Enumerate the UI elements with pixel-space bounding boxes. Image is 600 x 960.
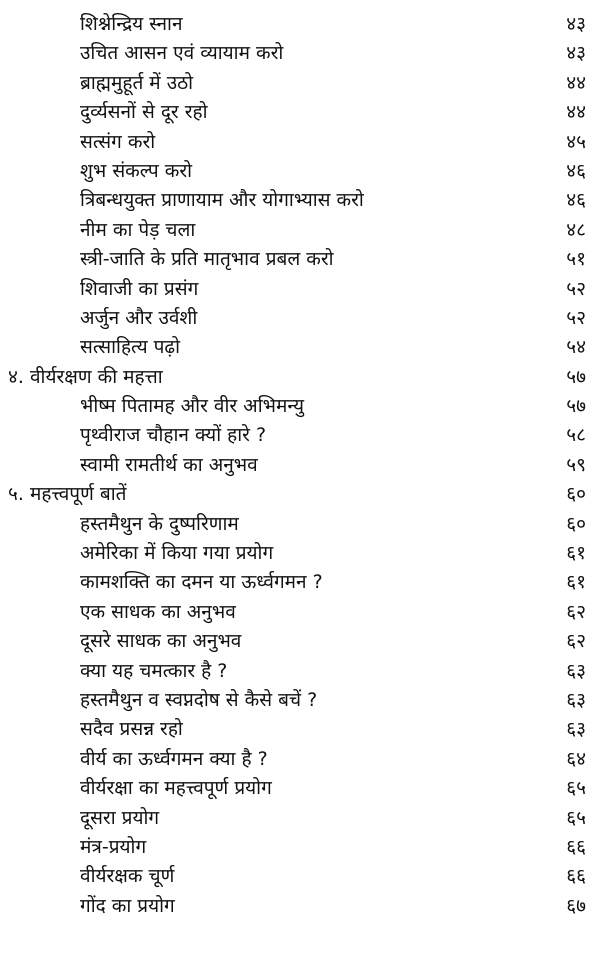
toc-entry (0, 304, 600, 333)
toc-entry (0, 186, 600, 215)
toc-entry (0, 686, 600, 715)
toc-entry (0, 598, 600, 627)
entry-title: दुर्व्यसनों से दूर रहो (80, 101, 208, 124)
toc-entry (0, 245, 600, 274)
entry-page-number: ६३ (566, 688, 586, 711)
entry-page-number: ६५ (566, 806, 586, 829)
entry-page-number: ४४ (566, 71, 586, 94)
entry-title: भीष्म पितामह और वीर अभिमन्यु (80, 395, 304, 418)
toc-entry (0, 833, 600, 862)
entry-title: एक साधक का अनुभव (80, 600, 236, 623)
entry-title: स्वामी रामतीर्थ का अनुभव (80, 453, 258, 476)
entry-title: सदैव प्रसन्न रहो (80, 718, 183, 741)
entry-page-number: ६२ (566, 600, 586, 623)
toc-entry (0, 715, 600, 744)
table-of-contents (0, 10, 600, 921)
entry-page-number: ५२ (566, 277, 586, 300)
entry-page-number: ६० (566, 483, 586, 506)
entry-page-number: ४६ (566, 159, 586, 182)
toc-entry (0, 510, 600, 539)
entry-title: क्या यह चमत्कार है ? (80, 659, 228, 682)
entry-page-number: ६५ (566, 777, 586, 800)
entry-title: गोंद का प्रयोग (80, 894, 175, 917)
entry-page-number: ६४ (566, 747, 586, 770)
toc-entry (0, 421, 600, 450)
entry-title: वीर्यरक्षा का महत्त्वपूर्ण प्रयोग (80, 777, 272, 800)
entry-title: ब्राह्ममुहूर्त में उठो (80, 71, 194, 94)
entry-title: कामशक्ति का दमन या ऊर्ध्वगमन ? (80, 571, 323, 594)
entry-title: स्त्री-जाति के प्रति मातृभाव प्रबल करो (80, 248, 334, 271)
entry-title: त्रिबन्धयुक्त प्राणायाम और योगाभ्यास करो (80, 189, 364, 212)
entry-title: अर्जुन और उर्वशी (80, 306, 198, 329)
entry-page-number: ५७ (566, 395, 586, 418)
toc-entry (0, 39, 600, 68)
toc-entry (0, 568, 600, 597)
toc-section-heading (0, 363, 600, 392)
entry-page-number: ५९ (566, 453, 586, 476)
entry-title: मंत्र-प्रयोग (80, 835, 147, 858)
entry-page-number: ५१ (566, 248, 586, 271)
entry-page-number: ४८ (566, 218, 586, 241)
entry-title: सत्संग करो (80, 130, 156, 153)
entry-title: दूसरे साधक का अनुभव (80, 630, 242, 653)
entry-title: वीर्य का ऊर्ध्वगमन क्या है ? (80, 747, 268, 770)
entry-title: शिश्नेन्द्रिय स्नान (80, 13, 183, 35)
toc-entry (0, 10, 600, 39)
toc-section-heading (0, 480, 600, 509)
section-title: ४. वीर्यरक्षण की महत्ता (8, 365, 163, 388)
entry-page-number: ४६ (566, 189, 586, 212)
entry-title: सत्साहित्य पढ़ो (80, 336, 181, 359)
entry-title: शिवाजी का प्रसंग (80, 277, 199, 300)
entry-page-number: ६६ (566, 865, 586, 888)
entry-page-number: ४३ (566, 42, 586, 65)
entry-page-number: ६३ (566, 718, 586, 741)
entry-title: दूसरा प्रयोग (80, 806, 160, 829)
entry-title: नीम का पेड़ चला (80, 218, 196, 241)
entry-page-number: ४४ (566, 101, 586, 124)
toc-entry (0, 216, 600, 245)
toc-entry (0, 157, 600, 186)
entry-page-number: ६३ (566, 659, 586, 682)
entry-page-number: ५७ (566, 365, 586, 388)
entry-page-number: ६६ (566, 835, 586, 858)
entry-page-number: ५८ (566, 424, 586, 447)
toc-entry (0, 862, 600, 891)
toc-entry (0, 128, 600, 157)
entry-title: उचित आसन एवं व्यायाम करो (80, 42, 284, 65)
toc-entry (0, 98, 600, 127)
toc-entry (0, 275, 600, 304)
entry-title: पृथ्वीराज चौहान क्यों हारे ? (80, 424, 267, 447)
toc-entry (0, 804, 600, 833)
entry-title: हस्तमैथुन के दुष्परिणाम (80, 512, 239, 535)
entry-page-number: ५२ (566, 306, 586, 329)
entry-page-number: ६१ (566, 542, 586, 565)
toc-entry (0, 627, 600, 656)
entry-page-number: ६२ (566, 630, 586, 653)
entry-title: शुभ संकल्प करो (80, 159, 193, 182)
toc-entry (0, 69, 600, 98)
entry-page-number: ६१ (566, 571, 586, 594)
toc-entry (0, 657, 600, 686)
toc-entry (0, 451, 600, 480)
entry-title: हस्तमैथुन व स्वप्नदोष से कैसे बचें ? (80, 688, 318, 711)
section-title: ५. महत्त्वपूर्ण बातें (8, 483, 127, 506)
toc-entry (0, 892, 600, 921)
entry-page-number: ६० (566, 512, 586, 535)
entry-title: वीर्यरक्षक चूर्ण (80, 865, 175, 888)
toc-entry (0, 539, 600, 568)
entry-page-number: ४५ (566, 130, 586, 153)
entry-title: अमेरिका में किया गया प्रयोग (80, 542, 274, 565)
toc-entry (0, 745, 600, 774)
toc-entry (0, 333, 600, 362)
entry-page-number: ६७ (566, 894, 586, 917)
entry-page-number: ४३ (566, 13, 586, 35)
entry-page-number: ५४ (566, 336, 586, 359)
toc-entry (0, 392, 600, 421)
toc-entry (0, 774, 600, 803)
